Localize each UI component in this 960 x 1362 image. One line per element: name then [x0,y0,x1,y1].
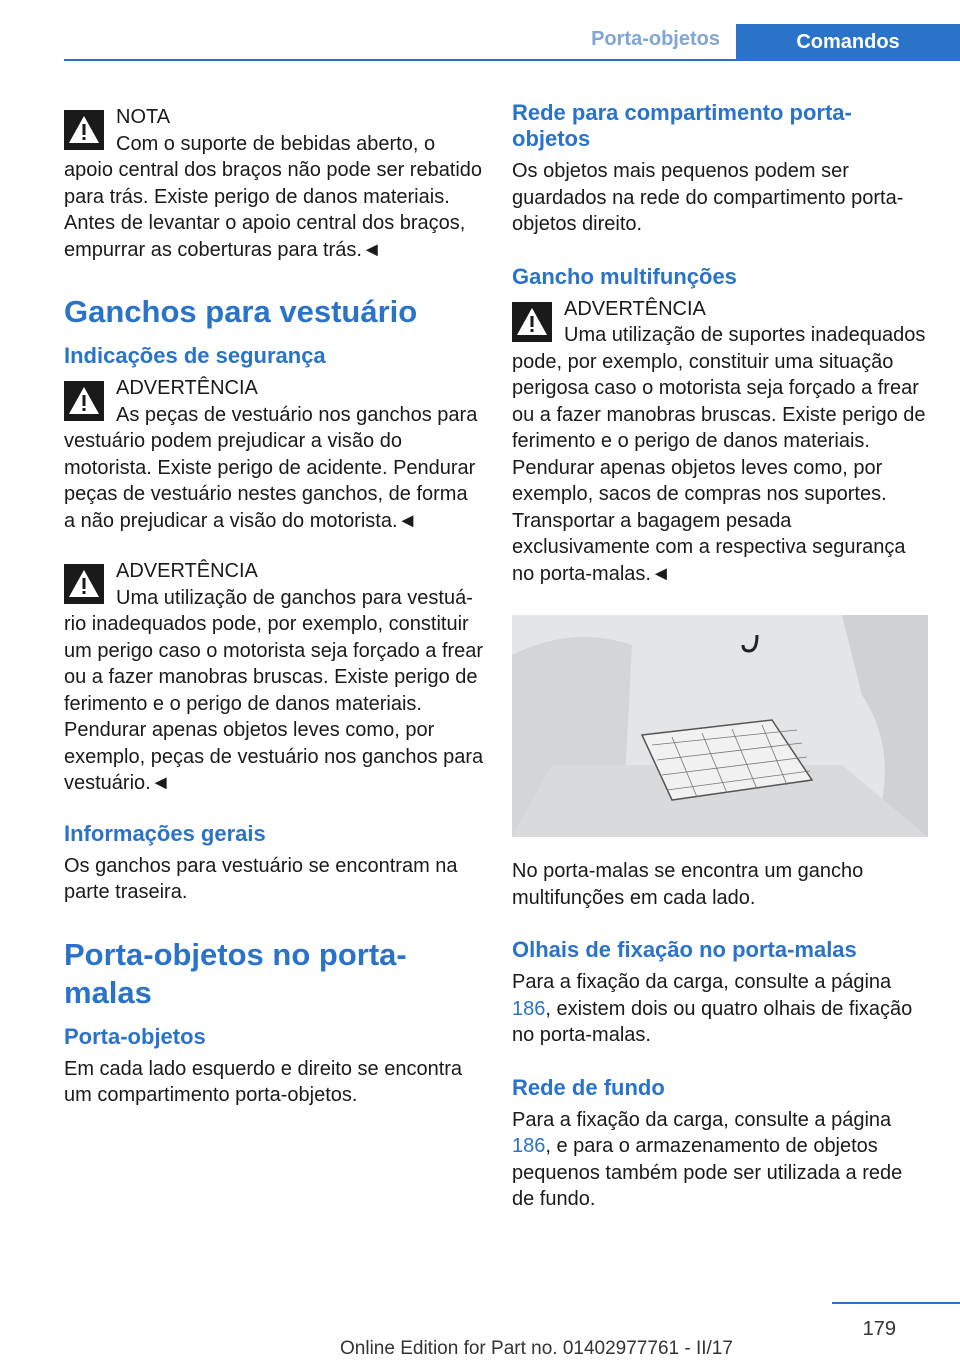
heading-floor: Rede de fundo [512,1074,665,1100]
warning-triangle-icon [64,564,104,604]
heading-storage: Porta-objetos no porta-malas [64,936,407,1010]
eyes-text-post: , existem dois ou quatro olhais de fixação no porta-malas. [512,997,913,1046]
floor-text-post: , e para o armazenamento de objetos pequenos também pode ser utilizada a rede de fundo. [512,1135,903,1210]
eyes-text-pre: Para a fixação da carga, consulte a página [512,971,892,993]
general-text: Os ganchos para vestuário se encontram na parte traseira. [64,854,458,903]
heading-multi-hook: Gancho multifunções [512,263,737,289]
heading-net: Rede para compartimento porta-objetos [512,100,852,151]
caption-section [512,858,928,911]
page-header [0,0,960,62]
warning-triangle-icon [64,110,104,150]
edition-note: Online Edition for Part no. 01402977761 - II/17 [340,1338,733,1359]
warning-title: ADVERTÊNCIA [116,377,258,399]
storage-text: Em cada lado esquerdo e direito se encontra um compartimento porta-objetos. [64,1057,463,1106]
general-info-section [64,821,484,906]
warning-lead: Uma utilização de ganchos para vestuá- [116,586,473,609]
note-text: apoio central dos braços não pode ser rebatido para trás. Existe perigo de danos materiais. Antes de levantar o apoio central dos braços, empurrar as coberturas para trás.◄ [64,159,483,261]
heading-hooks: Ganchos para vestuário [64,294,418,329]
eyes-section [512,937,928,1049]
page-number: 179 [862,1318,896,1340]
warning-title: ADVERTÊNCIA [564,297,706,320]
warning-box-1 [64,375,484,534]
warning-title: ADVERTÊNCIA [116,560,258,582]
net-text: Os objetos mais pequenos podem ser guardados na rede do compartimento porta-objetos direito. [512,160,904,235]
note-box [64,104,484,263]
left-column [64,100,484,1109]
warning-lead: Uma utilização de suportes inadequados [564,324,926,346]
warning-text: vestuário podem prejudicar a visão do motorista. Existe perigo de acidente. Pendurar peças de vestuário nestes ganchos, de forma a não prejudicar a visão do motorista.◄ [64,430,476,532]
warning-text: pode, por exemplo, constituir uma situação perigosa caso o motorista seja forçado a frear ou a fazer manobras bruscas. Existe perigo de ferimento e o perigo de danos materiais. Pendurar apenas objetos leves como, por exemplo, sacos de compras nos suportes. Transportar a bagagem pesada exclusivamente com a respectiva segurança no porta-malas.◄ [512,350,926,585]
warning-box-3 [512,296,928,588]
heading-general: Informações gerais [64,820,266,846]
note-title: NOTA [116,106,171,128]
header-rule [64,59,960,61]
warning-text: rio inadequados pode, por exemplo, constituir um perigo caso o motorista seja forçado a frear ou a fazer manobras bruscas. Existe perigo de ferimento e o perigo de danos materiais. Pendurar apenas objetos leves como, por exemplo, peças de vestuário nos ganchos para vestuário.◄ [64,613,484,794]
trunk-net-illustration [512,615,928,837]
floor-text [512,1107,928,1213]
chapter-tab[interactable]: Comandos [736,24,960,60]
footer-rule [832,1302,960,1304]
heading-eyes: Olhais de fixação no porta-malas [512,937,857,962]
net-section [512,100,928,238]
right-column [512,100,928,1239]
floor-net-section [512,1075,928,1213]
warning-triangle-icon [512,302,552,342]
warning-box-2 [64,558,484,797]
note-lead: Com o suporte de bebidas aberto, o [116,132,436,155]
eyes-text [512,969,928,1049]
floor-text-pre: Para a fixação da carga, consulte a página [512,1108,892,1131]
section-tab[interactable]: Porta-objetos [591,28,720,50]
page-link[interactable]: 186 [512,997,546,1020]
warning-triangle-icon [64,381,104,421]
image-caption: No porta-malas se encontra um gancho multifunções em cada lado. [512,860,864,909]
heading-storage-sub: Porta-objetos [64,1023,206,1049]
page-link[interactable]: 186 [512,1135,546,1157]
warning-lead: As peças de vestuário nos ganchos para [116,403,478,426]
heading-safety: Indicações de segurança [64,343,326,368]
